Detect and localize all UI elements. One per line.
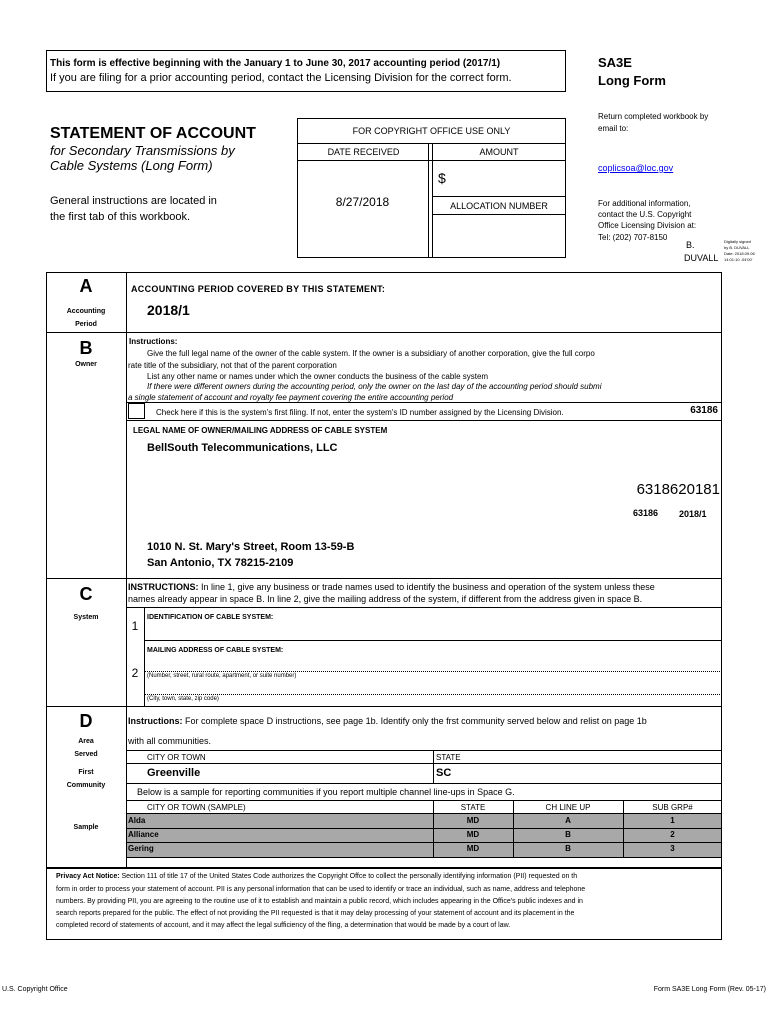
system-id-value[interactable]: 63186: [690, 405, 718, 416]
section-a-letter: A: [79, 276, 93, 296]
section-b-instr-3b: a single statement of account and royalty fee payment covering the entire accounting period: [128, 393, 454, 402]
city-hint: (City, town, state, zip code): [147, 696, 219, 702]
section-d-label-community: Community: [66, 782, 106, 789]
sample-row-grp: 2: [670, 830, 675, 839]
section-a-label-1: Accounting: [66, 308, 106, 315]
section-c-instr-1-text: In line 1, give any business or trade names used to identify the business and operation of the system unless these: [201, 582, 655, 592]
sample-row-city: Alda: [128, 816, 146, 825]
sample-note: Below is a sample for reporting communities if you report multiple channel line-ups in Space G.: [137, 787, 515, 797]
line-2-label: MAILING ADDRESS OF CABLE SYSTEM:: [147, 647, 284, 654]
date-received-label: DATE RECEIVED: [327, 147, 400, 157]
column-subgroup: SUB GRP#: [652, 803, 693, 812]
info-line-3: Office Licensing Division at:: [598, 221, 697, 230]
owner-address-line-1[interactable]: 1010 N. St. Mary's Street, Room 13-59-B: [147, 541, 355, 553]
section-b-instr-1b: rate title of the subsidiary, not that of the parent corporation: [128, 361, 337, 370]
section-d-label-served: Served: [74, 751, 98, 758]
info-line-1: For additional information,: [598, 199, 691, 208]
owner-name-value[interactable]: BellSouth Telecommunications, LLC: [147, 442, 338, 454]
section-d-instr-1: [128, 716, 647, 726]
section-b-letter: B: [79, 338, 93, 358]
city-label: CITY OR TOWN: [147, 753, 206, 762]
general-instructions-2: the first tab of this workbook.: [50, 211, 191, 223]
privacy-line-2: form in order to process your statement of account. PII is any personal information that can be used to identify or trace an individual, such as name, address and telephone: [56, 886, 586, 893]
sample-row-state: MD: [466, 816, 480, 825]
sample-row-city: Gering: [128, 844, 154, 853]
privacy-line-5: completed record of statements of account, and it may affect the legal sufficiency of the fling, a determination that would be made by a court of law.: [56, 922, 511, 929]
section-d-label-sample: Sample: [73, 824, 99, 831]
section-c-instr-1: [128, 582, 655, 592]
signature-name-1: B.: [686, 240, 695, 250]
section-d-letter: D: [79, 711, 93, 731]
sample-row-state: MD: [466, 830, 480, 839]
amount-symbol: $: [438, 170, 446, 186]
footer-left: U.S. Copyright Office: [2, 986, 68, 993]
line-2-number: 2: [131, 666, 139, 680]
section-b-instr-1a: Give the full legal name of the owner of the cable system. If the owner is a subsidiary of another corporation, give the full corpo: [147, 349, 595, 358]
return-line-1: Return completed workbook by: [598, 112, 709, 121]
section-a-heading: ACCOUNTING PERIOD COVERED BY THIS STATEMENT:: [131, 284, 386, 294]
street-hint: (Number, street, rural route, apartment, or suite number): [147, 673, 297, 679]
form-code: SA3E: [598, 55, 632, 70]
privacy-heading: Privacy Act Notice:: [56, 873, 120, 880]
first-community-state[interactable]: SC: [436, 767, 452, 779]
column-city: CITY OR TOWN (SAMPLE): [147, 803, 246, 812]
signature-meta-3: Date: 2018.09.06: [724, 251, 755, 256]
first-community-city[interactable]: Greenville: [147, 767, 201, 779]
form-type: Long Form: [598, 73, 666, 88]
sample-row-state: MD: [466, 844, 480, 853]
signature-meta-4: 14:01:10 -04'00': [724, 257, 753, 262]
section-b-label: Owner: [75, 361, 97, 368]
street-input-line[interactable]: [144, 671, 722, 672]
privacy-line-1-text: Section 111 of title 17 of the United States Code authorizes the Copyright Offce to collect the personally identifying information (PII) requested on th: [121, 873, 578, 880]
section-a-label-2: Period: [75, 321, 97, 328]
page-subtitle-1: for Secondary Transmissions by: [50, 143, 235, 158]
state-label: STATE: [436, 753, 461, 762]
return-line-2: email to:: [598, 124, 629, 133]
effective-notice-box: [46, 50, 566, 92]
barcode-number: 6318620181: [636, 481, 720, 498]
prior-period-line: If you are filing for a prior accounting period, contact the Licensing Division for the correct form.: [50, 72, 512, 84]
effective-line: This form is effective beginning with the January 1 to June 30, 2017 accounting period (2017/1): [50, 58, 501, 69]
accounting-period-value[interactable]: 2018/1: [147, 302, 190, 318]
section-c-instr-heading: INSTRUCTIONS:: [128, 582, 199, 592]
city-input-line[interactable]: [144, 694, 722, 695]
sample-row-lineup: B: [565, 830, 571, 839]
privacy-line-3: numbers. By providing PII, you are agreeing to the routine use of it to establish and maintain a public record, which includes appearing in the Office's public indexes and in: [56, 898, 583, 905]
section-c-letter: C: [79, 584, 93, 604]
reference-id: 63186: [633, 508, 659, 518]
signature-meta-1: Digitally signed: [724, 239, 751, 244]
office-use-heading: FOR COPYRIGHT OFFICE USE ONLY: [352, 126, 511, 136]
section-b-instr-3a: If there were different owners during the accounting period, only the owner on the last day of the accounting period should submi: [147, 382, 602, 391]
section-d-instr-2: with all communities.: [128, 736, 212, 746]
line-1-label: IDENTIFICATION OF CABLE SYSTEM:: [147, 614, 274, 621]
page-title: STATEMENT OF ACCOUNT: [50, 125, 256, 142]
section-d-instr-1-text: For complete space D instructions, see page 1b. Identify only the frst community served below and relist on page 1b: [185, 716, 647, 726]
footer-right: Form SA3E Long Form (Rev. 05-17): [653, 986, 766, 993]
column-lineup: CH LINE UP: [545, 803, 591, 812]
privacy-line-4: search reports prepared for the public. The effect of not providing the PII requested is that it may delay processing of your statement of account and its placement in the: [56, 910, 575, 917]
info-line-2: contact the U.S. Copyright: [598, 210, 692, 219]
email-link[interactable]: coplicsoa@loc.gov: [598, 163, 674, 173]
sample-row-lineup: A: [565, 816, 571, 825]
sample-row-lineup: B: [565, 844, 571, 853]
section-b-instructions-heading: Instructions:: [129, 337, 178, 346]
column-state: STATE: [460, 803, 486, 812]
legal-name-label: LEGAL NAME OF OWNER/MAILING ADDRESS OF CABLE SYSTEM: [133, 426, 388, 435]
page-subtitle-2: Cable Systems (Long Form): [50, 158, 213, 173]
owner-address-line-2[interactable]: San Antonio, TX 78215-2109: [147, 557, 294, 569]
telephone: Tel: (202) 707-8150: [598, 233, 668, 242]
sample-row-city: Alliance: [128, 830, 159, 839]
sample-row-grp: 1: [670, 816, 675, 825]
first-filing-text: Check here if this is the system's first filing. If not, enter the system's ID number assigned by the Licensing Division.: [156, 408, 564, 417]
amount-label: AMOUNT: [479, 147, 519, 157]
signature-name-2: DUVALL: [684, 253, 719, 263]
allocation-number-label: ALLOCATION NUMBER: [450, 201, 548, 211]
section-b-instr-2: List any other name or names under which the owner conducts the business of the cable system: [147, 372, 489, 381]
date-received-value[interactable]: 8/27/2018: [335, 195, 390, 209]
signature-meta-2: by B. DUVALL: [724, 245, 750, 250]
privacy-line-1: [56, 873, 577, 880]
section-d-label-area: Area: [78, 738, 94, 745]
general-instructions-1: General instructions are located in: [50, 195, 217, 207]
line-1-number: 1: [131, 619, 139, 633]
sample-row-grp: 3: [670, 844, 675, 853]
section-d-label-first: First: [78, 769, 94, 776]
section-c-label: System: [73, 614, 99, 621]
section-d-instr-heading: Instructions:: [128, 716, 183, 726]
section-c-instr-2: names already appear in space B. In line 2, give the mailing address of the system, if different from the address given in space B.: [128, 594, 643, 604]
first-filing-checkbox[interactable]: [128, 403, 145, 419]
reference-period: 2018/1: [679, 509, 707, 519]
